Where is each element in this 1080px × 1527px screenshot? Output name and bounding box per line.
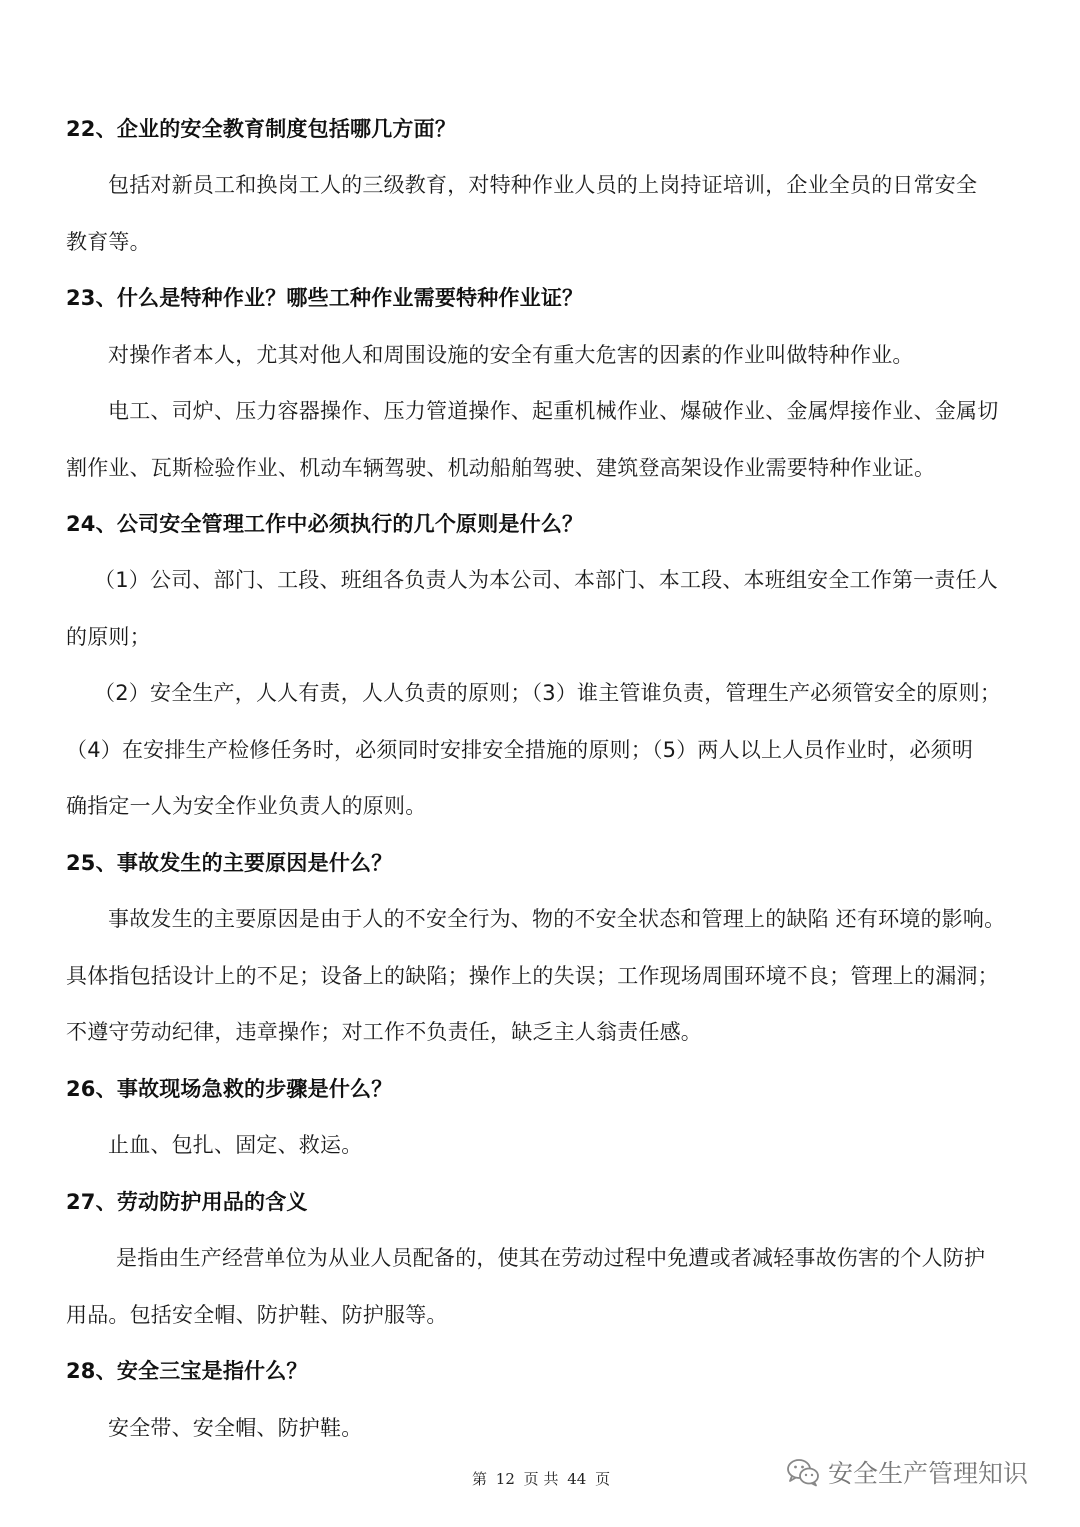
answer-line: （4）在安排生产检修任务时，必须同时安排安全措施的原则；（5）两人以上人员作业时，必须明 (66, 738, 974, 762)
page-number (470, 1468, 612, 1489)
answer-line: （2）安全生产，人人有责，人人负责的原则；（3）谁主管谁负责，管理生产必须管安全的原则； (94, 681, 1002, 705)
answer-line: 不遵守劳动纪律，违章操作；对工作不负责任，缺乏主人翁责任感。 (66, 1020, 702, 1044)
wechat-icon (786, 1457, 820, 1487)
answer-line: 的原则； (66, 625, 151, 649)
watermark-text: 安全生产管理知识 (828, 1459, 1029, 1488)
page-prefix: 第 (472, 1470, 488, 1488)
current-page: 12 (495, 1470, 515, 1488)
answer-line: 具体指包括设计上的不足；设备上的缺陷；操作上的失误；工作现场周围环境不良；管理上的漏洞； (66, 964, 999, 988)
question-heading: 24、公司安全管理工作中必须执行的几个原则是什么？ (66, 512, 584, 536)
watermark (786, 1454, 1028, 1490)
answer-line: 教育等。 (66, 230, 151, 254)
answer-line: 割作业、瓦斯检验作业、机动车辆驾驶、机动船舶驾驶、建筑登高架设作业需要特种作业证。 (66, 456, 936, 480)
question-heading: 28、安全三宝是指什么？ (66, 1359, 308, 1383)
total-pages: 44 (567, 1470, 587, 1488)
answer-line: 包括对新员工和换岗工人的三级教育，对特种作业人员的上岗持证培训，企业全员的日常安全 (108, 173, 978, 197)
page-suffix: 页 (595, 1470, 611, 1488)
question-heading: 27、劳动防护用品的含义 (66, 1190, 308, 1214)
answer-line: 用品。包括安全帽、防护鞋、防护服等。 (66, 1303, 448, 1327)
answer-line: 是指由生产经营单位为从业人员配备的，使其在劳动过程中免遭或者减轻事故伤害的个人防护 (116, 1246, 986, 1270)
answer-line: 电工、司炉、压力容器操作、压力管道操作、起重机械作业、爆破作业、金属焊接作业、金属切 (108, 399, 999, 423)
answer-line: 安全带、安全帽、防护鞋。 (108, 1416, 363, 1440)
answer-line: 事故发生的主要原因是由于人的不安全行为、物的不安全状态和管理上的缺陷 还有环境的影响。 (108, 907, 1006, 931)
answer-line: 确指定一人为安全作业负责人的原则。 (66, 794, 427, 818)
question-heading: 23、什么是特种作业？哪些工种作业需要特种作业证？ (66, 286, 584, 310)
answer-line: 止血、包扎、固定、救运。 (108, 1133, 363, 1157)
answer-line: 对操作者本人，尤其对他人和周围设施的安全有重大危害的因素的作业叫做特种作业。 (108, 343, 914, 367)
question-heading: 25、事故发生的主要原因是什么？ (66, 851, 393, 875)
question-heading: 26、事故现场急救的步骤是什么？ (66, 1077, 393, 1101)
page-middle: 页 共 (523, 1470, 559, 1488)
question-heading: 22、企业的安全教育制度包括哪几方面？ (66, 117, 457, 141)
answer-line: （1）公司、部门、工段、班组各负责人为本公司、本部门、本工段、本班组安全工作第一责任人 (94, 568, 998, 592)
